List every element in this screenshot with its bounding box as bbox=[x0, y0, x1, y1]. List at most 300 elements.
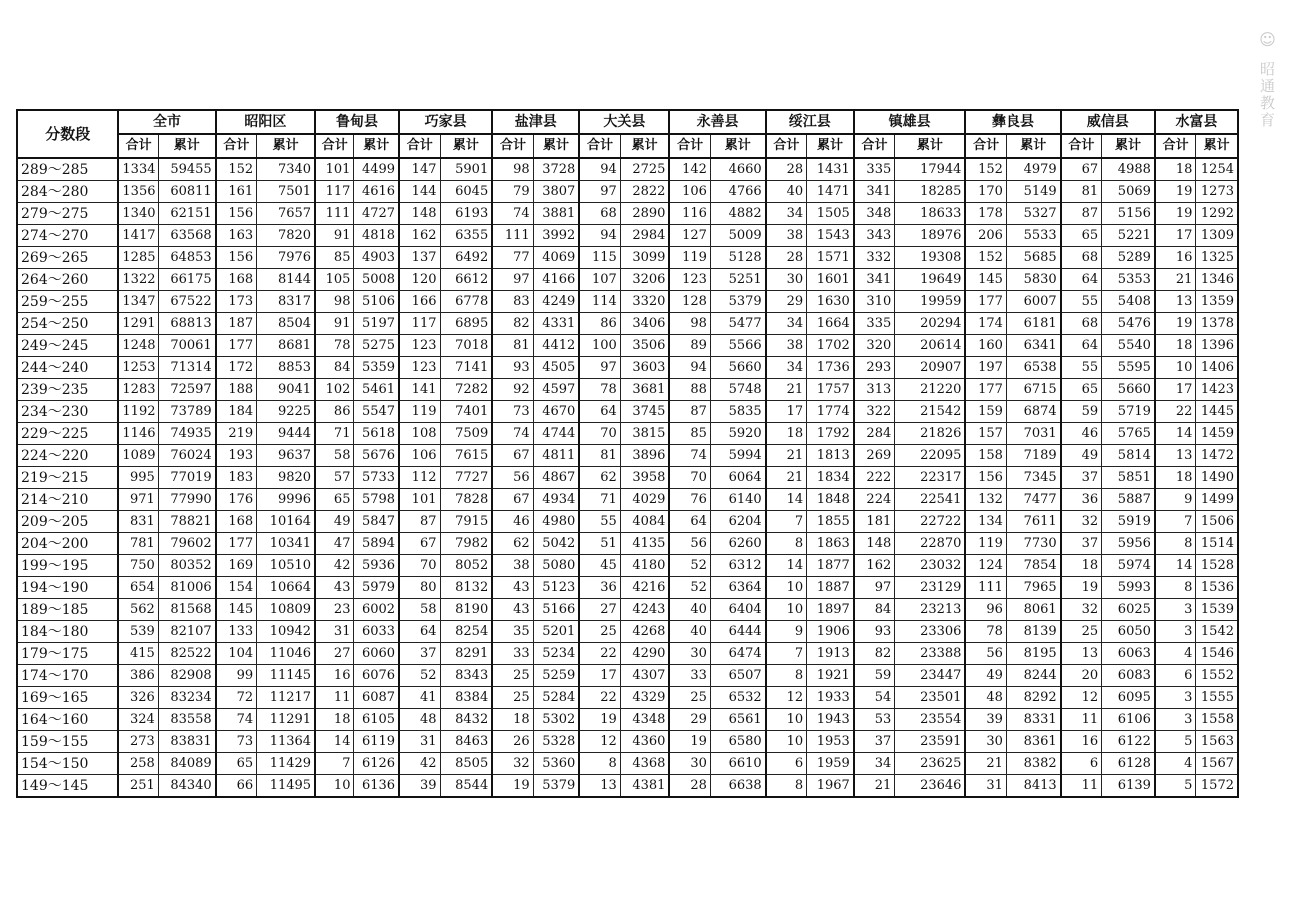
cumulative-cell: 7031 bbox=[1006, 423, 1060, 445]
count-header: 合计 bbox=[766, 134, 807, 158]
count-cell: 19 bbox=[1155, 181, 1196, 203]
cumulative-cell: 8853 bbox=[257, 357, 315, 379]
cumulative-cell: 59455 bbox=[158, 158, 215, 181]
cumulative-cell: 5533 bbox=[1006, 225, 1060, 247]
cumulative-cell: 6095 bbox=[1102, 687, 1155, 709]
count-cell: 119 bbox=[399, 401, 440, 423]
cumulative-cell: 1406 bbox=[1196, 357, 1238, 379]
cumulative-cell: 1702 bbox=[807, 335, 854, 357]
count-cell: 111 bbox=[315, 203, 354, 225]
count-cell: 169 bbox=[216, 555, 257, 577]
count-cell: 19 bbox=[1155, 313, 1196, 335]
cumulative-cell: 1552 bbox=[1196, 665, 1238, 687]
cumulative-header: 累计 bbox=[354, 134, 399, 158]
count-cell: 52 bbox=[669, 555, 710, 577]
count-cell: 33 bbox=[492, 643, 533, 665]
cumulative-cell: 5284 bbox=[533, 687, 579, 709]
cumulative-cell: 6538 bbox=[1006, 357, 1060, 379]
cumulative-cell: 4069 bbox=[533, 247, 579, 269]
cumulative-cell: 8139 bbox=[1006, 621, 1060, 643]
cumulative-cell: 8413 bbox=[1006, 775, 1060, 798]
count-cell: 30 bbox=[669, 753, 710, 775]
count-cell: 65 bbox=[315, 489, 354, 511]
cumulative-cell: 2890 bbox=[620, 203, 669, 225]
count-cell: 322 bbox=[854, 401, 895, 423]
count-cell: 30 bbox=[669, 643, 710, 665]
cumulative-cell: 78821 bbox=[158, 511, 215, 533]
cumulative-cell: 5477 bbox=[710, 313, 765, 335]
region-header: 鲁甸县 bbox=[315, 110, 399, 134]
score-band-cell: 259～255 bbox=[17, 291, 118, 313]
cumulative-cell: 5327 bbox=[1006, 203, 1060, 225]
cumulative-cell: 1571 bbox=[807, 247, 854, 269]
count-cell: 48 bbox=[399, 709, 440, 731]
count-cell: 13 bbox=[1155, 445, 1196, 467]
cumulative-cell: 4499 bbox=[354, 158, 399, 181]
cumulative-cell: 82522 bbox=[158, 643, 215, 665]
count-cell: 85 bbox=[315, 247, 354, 269]
count-cell: 8 bbox=[766, 533, 807, 555]
count-cell: 3 bbox=[1155, 599, 1196, 621]
count-cell: 9 bbox=[1155, 489, 1196, 511]
cumulative-cell: 8244 bbox=[1006, 665, 1060, 687]
count-cell: 81 bbox=[492, 335, 533, 357]
count-cell: 341 bbox=[854, 181, 895, 203]
count-cell: 105 bbox=[315, 269, 354, 291]
cumulative-cell: 6105 bbox=[354, 709, 399, 731]
cumulative-cell: 5894 bbox=[354, 533, 399, 555]
cumulative-cell: 5408 bbox=[1102, 291, 1155, 313]
cumulative-cell: 6139 bbox=[1102, 775, 1155, 798]
table-row bbox=[17, 753, 1238, 775]
count-cell: 156 bbox=[216, 203, 257, 225]
cumulative-cell: 5979 bbox=[354, 577, 399, 599]
region-header: 彝良县 bbox=[965, 110, 1060, 134]
count-cell: 47 bbox=[315, 533, 354, 555]
count-cell: 76 bbox=[669, 489, 710, 511]
count-cell: 562 bbox=[118, 599, 158, 621]
count-cell: 65 bbox=[216, 753, 257, 775]
score-band-cell: 249～245 bbox=[17, 335, 118, 357]
count-cell: 148 bbox=[854, 533, 895, 555]
count-cell: 27 bbox=[315, 643, 354, 665]
count-cell: 160 bbox=[965, 335, 1006, 357]
table-row bbox=[17, 158, 1238, 181]
cumulative-cell: 6064 bbox=[710, 467, 765, 489]
cumulative-cell: 63568 bbox=[158, 225, 215, 247]
count-cell: 57 bbox=[315, 467, 354, 489]
count-cell: 64 bbox=[399, 621, 440, 643]
cumulative-cell: 23447 bbox=[895, 665, 966, 687]
cumulative-cell: 4290 bbox=[620, 643, 669, 665]
count-cell: 176 bbox=[216, 489, 257, 511]
count-cell: 415 bbox=[118, 643, 158, 665]
count-cell: 3 bbox=[1155, 687, 1196, 709]
cumulative-cell: 6045 bbox=[440, 181, 492, 203]
cumulative-cell: 7018 bbox=[440, 335, 492, 357]
cumulative-cell: 4216 bbox=[620, 577, 669, 599]
count-cell: 20 bbox=[1061, 665, 1102, 687]
count-cell: 64 bbox=[579, 401, 620, 423]
cumulative-cell: 3206 bbox=[620, 269, 669, 291]
count-cell: 67 bbox=[492, 489, 533, 511]
cumulative-header: 累计 bbox=[1102, 134, 1155, 158]
count-cell: 108 bbox=[399, 423, 440, 445]
cumulative-cell: 74935 bbox=[158, 423, 215, 445]
cumulative-cell: 76024 bbox=[158, 445, 215, 467]
count-cell: 83 bbox=[492, 291, 533, 313]
cumulative-cell: 6128 bbox=[1102, 753, 1155, 775]
table-row bbox=[17, 445, 1238, 467]
cumulative-cell: 4381 bbox=[620, 775, 669, 798]
table-row bbox=[17, 511, 1238, 533]
count-cell: 10 bbox=[766, 599, 807, 621]
count-cell: 310 bbox=[854, 291, 895, 313]
count-header: 合计 bbox=[965, 134, 1006, 158]
cumulative-cell: 5595 bbox=[1102, 357, 1155, 379]
cumulative-cell: 5275 bbox=[354, 335, 399, 357]
count-cell: 107 bbox=[579, 269, 620, 291]
cumulative-cell: 4934 bbox=[533, 489, 579, 511]
count-cell: 335 bbox=[854, 158, 895, 181]
cumulative-cell: 23388 bbox=[895, 643, 966, 665]
cumulative-cell: 18285 bbox=[895, 181, 966, 203]
count-cell: 193 bbox=[216, 445, 257, 467]
cumulative-cell: 8190 bbox=[440, 599, 492, 621]
count-cell: 88 bbox=[669, 379, 710, 401]
cumulative-cell: 60811 bbox=[158, 181, 215, 203]
count-cell: 74 bbox=[492, 423, 533, 445]
cumulative-cell: 1959 bbox=[807, 753, 854, 775]
count-cell: 65 bbox=[1061, 225, 1102, 247]
cumulative-cell: 68813 bbox=[158, 313, 215, 335]
cumulative-cell: 6638 bbox=[710, 775, 765, 798]
count-cell: 10 bbox=[766, 709, 807, 731]
table-row bbox=[17, 247, 1238, 269]
score-band-cell: 284～280 bbox=[17, 181, 118, 203]
cumulative-cell: 22722 bbox=[895, 511, 966, 533]
cumulative-cell: 7501 bbox=[257, 181, 315, 203]
table-row bbox=[17, 577, 1238, 599]
cumulative-cell: 9225 bbox=[257, 401, 315, 423]
score-band-cell: 149～145 bbox=[17, 775, 118, 798]
cumulative-cell: 7141 bbox=[440, 357, 492, 379]
count-cell: 104 bbox=[216, 643, 257, 665]
count-cell: 251 bbox=[118, 775, 158, 798]
cumulative-cell: 11046 bbox=[257, 643, 315, 665]
count-cell: 313 bbox=[854, 379, 895, 401]
count-cell: 8 bbox=[1155, 577, 1196, 599]
count-cell: 10 bbox=[315, 775, 354, 798]
cumulative-cell: 6076 bbox=[354, 665, 399, 687]
count-cell: 8 bbox=[766, 775, 807, 798]
count-cell: 52 bbox=[669, 577, 710, 599]
count-cell: 152 bbox=[965, 158, 1006, 181]
count-cell: 78 bbox=[965, 621, 1006, 643]
count-cell: 12 bbox=[766, 687, 807, 709]
count-cell: 154 bbox=[216, 577, 257, 599]
count-header: 合计 bbox=[118, 134, 158, 158]
count-cell: 64 bbox=[1061, 335, 1102, 357]
count-header: 合计 bbox=[399, 134, 440, 158]
count-cell: 91 bbox=[315, 313, 354, 335]
cumulative-cell: 72597 bbox=[158, 379, 215, 401]
cumulative-header: 累计 bbox=[257, 134, 315, 158]
cumulative-cell: 5920 bbox=[710, 423, 765, 445]
count-cell: 97 bbox=[579, 181, 620, 203]
cumulative-cell: 6083 bbox=[1102, 665, 1155, 687]
cumulative-cell: 23646 bbox=[895, 775, 966, 798]
cumulative-cell: 1863 bbox=[807, 533, 854, 555]
count-cell: 87 bbox=[669, 401, 710, 423]
cumulative-cell: 8504 bbox=[257, 313, 315, 335]
cumulative-cell: 1459 bbox=[1196, 423, 1238, 445]
cumulative-cell: 5901 bbox=[440, 158, 492, 181]
count-cell: 116 bbox=[669, 203, 710, 225]
count-cell: 78 bbox=[579, 379, 620, 401]
cumulative-cell: 4307 bbox=[620, 665, 669, 687]
cumulative-cell: 4268 bbox=[620, 621, 669, 643]
count-cell: 14 bbox=[766, 489, 807, 511]
count-cell: 74 bbox=[669, 445, 710, 467]
cumulative-cell: 8291 bbox=[440, 643, 492, 665]
cumulative-cell: 5887 bbox=[1102, 489, 1155, 511]
cumulative-cell: 5289 bbox=[1102, 247, 1155, 269]
cumulative-cell: 6204 bbox=[710, 511, 765, 533]
count-cell: 65 bbox=[1061, 379, 1102, 401]
cumulative-cell: 21826 bbox=[895, 423, 966, 445]
count-cell: 68 bbox=[1061, 313, 1102, 335]
count-cell: 101 bbox=[399, 489, 440, 511]
cumulative-cell: 8195 bbox=[1006, 643, 1060, 665]
count-cell: 1340 bbox=[118, 203, 158, 225]
cumulative-cell: 5360 bbox=[533, 753, 579, 775]
cumulative-cell: 5660 bbox=[1102, 379, 1155, 401]
count-cell: 25 bbox=[669, 687, 710, 709]
count-cell: 93 bbox=[854, 621, 895, 643]
count-cell: 38 bbox=[492, 555, 533, 577]
count-cell: 94 bbox=[579, 158, 620, 181]
count-cell: 11 bbox=[1061, 775, 1102, 798]
count-cell: 168 bbox=[216, 511, 257, 533]
cumulative-cell: 6260 bbox=[710, 533, 765, 555]
cumulative-cell: 11364 bbox=[257, 731, 315, 753]
count-cell: 12 bbox=[1061, 687, 1102, 709]
count-cell: 284 bbox=[854, 423, 895, 445]
cumulative-cell: 8384 bbox=[440, 687, 492, 709]
table-row bbox=[17, 709, 1238, 731]
count-cell: 10 bbox=[766, 577, 807, 599]
cumulative-cell: 5069 bbox=[1102, 181, 1155, 203]
cumulative-cell: 3807 bbox=[533, 181, 579, 203]
cumulative-cell: 8292 bbox=[1006, 687, 1060, 709]
count-cell: 1253 bbox=[118, 357, 158, 379]
count-cell: 51 bbox=[579, 533, 620, 555]
cumulative-cell: 5166 bbox=[533, 599, 579, 621]
cumulative-cell: 6715 bbox=[1006, 379, 1060, 401]
score-band-cell: 264～260 bbox=[17, 269, 118, 291]
cumulative-cell: 5685 bbox=[1006, 247, 1060, 269]
cumulative-cell: 5566 bbox=[710, 335, 765, 357]
count-cell: 123 bbox=[669, 269, 710, 291]
cumulative-header: 累计 bbox=[533, 134, 579, 158]
cumulative-cell: 7915 bbox=[440, 511, 492, 533]
region-header-row bbox=[17, 110, 1238, 134]
cumulative-cell: 4360 bbox=[620, 731, 669, 753]
cumulative-cell: 79602 bbox=[158, 533, 215, 555]
score-band-cell: 269～265 bbox=[17, 247, 118, 269]
cumulative-cell: 62151 bbox=[158, 203, 215, 225]
cumulative-cell: 81568 bbox=[158, 599, 215, 621]
count-cell: 127 bbox=[669, 225, 710, 247]
cumulative-cell: 1490 bbox=[1196, 467, 1238, 489]
cumulative-cell: 6612 bbox=[440, 269, 492, 291]
count-cell: 145 bbox=[216, 599, 257, 621]
score-band-cell: 239～235 bbox=[17, 379, 118, 401]
count-cell: 750 bbox=[118, 555, 158, 577]
count-cell: 188 bbox=[216, 379, 257, 401]
count-cell: 19 bbox=[1155, 203, 1196, 225]
count-cell: 92 bbox=[492, 379, 533, 401]
cumulative-cell: 3881 bbox=[533, 203, 579, 225]
cumulative-cell: 7854 bbox=[1006, 555, 1060, 577]
cumulative-cell: 1431 bbox=[807, 158, 854, 181]
count-cell: 18 bbox=[492, 709, 533, 731]
cumulative-cell: 83831 bbox=[158, 731, 215, 753]
score-band-cell: 254～250 bbox=[17, 313, 118, 335]
cumulative-cell: 67522 bbox=[158, 291, 215, 313]
count-cell: 68 bbox=[579, 203, 620, 225]
count-cell: 53 bbox=[854, 709, 895, 731]
count-cell: 73 bbox=[492, 401, 533, 423]
cumulative-cell: 5993 bbox=[1102, 577, 1155, 599]
count-cell: 41 bbox=[399, 687, 440, 709]
cumulative-cell: 1471 bbox=[807, 181, 854, 203]
cumulative-cell: 6136 bbox=[354, 775, 399, 798]
cumulative-cell: 5080 bbox=[533, 555, 579, 577]
count-cell: 99 bbox=[216, 665, 257, 687]
count-cell: 1322 bbox=[118, 269, 158, 291]
count-cell: 1347 bbox=[118, 291, 158, 313]
count-cell: 67 bbox=[492, 445, 533, 467]
cumulative-cell: 6181 bbox=[1006, 313, 1060, 335]
count-cell: 177 bbox=[965, 379, 1006, 401]
cumulative-cell: 10164 bbox=[257, 511, 315, 533]
count-cell: 123 bbox=[399, 357, 440, 379]
count-cell: 71 bbox=[315, 423, 354, 445]
count-cell: 55 bbox=[1061, 357, 1102, 379]
count-cell: 39 bbox=[399, 775, 440, 798]
count-cell: 152 bbox=[965, 247, 1006, 269]
count-cell: 343 bbox=[854, 225, 895, 247]
count-cell: 1417 bbox=[118, 225, 158, 247]
count-cell: 11 bbox=[315, 687, 354, 709]
count-cell: 163 bbox=[216, 225, 257, 247]
count-cell: 166 bbox=[399, 291, 440, 313]
count-cell: 386 bbox=[118, 665, 158, 687]
cumulative-cell: 7509 bbox=[440, 423, 492, 445]
cumulative-cell: 77019 bbox=[158, 467, 215, 489]
score-band-cell: 244～240 bbox=[17, 357, 118, 379]
count-cell: 124 bbox=[965, 555, 1006, 577]
cumulative-cell: 10510 bbox=[257, 555, 315, 577]
cumulative-cell: 5251 bbox=[710, 269, 765, 291]
cumulative-cell: 5128 bbox=[710, 247, 765, 269]
cumulative-cell: 1273 bbox=[1196, 181, 1238, 203]
count-cell: 144 bbox=[399, 181, 440, 203]
cumulative-cell: 8132 bbox=[440, 577, 492, 599]
count-cell: 97 bbox=[492, 269, 533, 291]
count-cell: 97 bbox=[579, 357, 620, 379]
table-row bbox=[17, 489, 1238, 511]
count-cell: 36 bbox=[579, 577, 620, 599]
cumulative-cell: 4368 bbox=[620, 753, 669, 775]
count-cell: 177 bbox=[216, 335, 257, 357]
table-row bbox=[17, 225, 1238, 247]
cumulative-cell: 1855 bbox=[807, 511, 854, 533]
cumulative-header: 累计 bbox=[710, 134, 765, 158]
count-header: 合计 bbox=[579, 134, 620, 158]
cumulative-cell: 7730 bbox=[1006, 533, 1060, 555]
cumulative-cell: 19308 bbox=[895, 247, 966, 269]
cumulative-cell: 22870 bbox=[895, 533, 966, 555]
cumulative-cell: 5042 bbox=[533, 533, 579, 555]
count-header: 合计 bbox=[492, 134, 533, 158]
cumulative-cell: 9041 bbox=[257, 379, 315, 401]
cumulative-cell: 1309 bbox=[1196, 225, 1238, 247]
count-cell: 94 bbox=[669, 357, 710, 379]
count-cell: 168 bbox=[216, 269, 257, 291]
count-cell: 222 bbox=[854, 467, 895, 489]
count-cell: 43 bbox=[492, 577, 533, 599]
count-cell: 64 bbox=[669, 511, 710, 533]
count-cell: 28 bbox=[766, 247, 807, 269]
count-cell: 132 bbox=[965, 489, 1006, 511]
cumulative-cell: 3992 bbox=[533, 225, 579, 247]
count-cell: 12 bbox=[579, 731, 620, 753]
region-header: 绥江县 bbox=[766, 110, 854, 134]
count-cell: 32 bbox=[492, 753, 533, 775]
count-cell: 18 bbox=[1155, 158, 1196, 181]
cumulative-cell: 6002 bbox=[354, 599, 399, 621]
cumulative-cell: 2984 bbox=[620, 225, 669, 247]
count-cell: 91 bbox=[315, 225, 354, 247]
count-cell: 14 bbox=[315, 731, 354, 753]
cumulative-cell: 1378 bbox=[1196, 313, 1238, 335]
cumulative-cell: 1499 bbox=[1196, 489, 1238, 511]
cumulative-cell: 1325 bbox=[1196, 247, 1238, 269]
cumulative-cell: 6355 bbox=[440, 225, 492, 247]
cumulative-cell: 5009 bbox=[710, 225, 765, 247]
cumulative-cell: 6404 bbox=[710, 599, 765, 621]
cumulative-cell: 8052 bbox=[440, 555, 492, 577]
cumulative-header: 累计 bbox=[895, 134, 966, 158]
count-cell: 335 bbox=[854, 313, 895, 335]
count-header: 合计 bbox=[1155, 134, 1196, 158]
count-cell: 79 bbox=[492, 181, 533, 203]
cumulative-cell: 6106 bbox=[1102, 709, 1155, 731]
cumulative-cell: 5547 bbox=[354, 401, 399, 423]
count-cell: 1146 bbox=[118, 423, 158, 445]
count-cell: 1248 bbox=[118, 335, 158, 357]
cumulative-cell: 70061 bbox=[158, 335, 215, 357]
region-header: 镇雄县 bbox=[854, 110, 966, 134]
cumulative-cell: 20907 bbox=[895, 357, 966, 379]
count-cell: 1285 bbox=[118, 247, 158, 269]
count-cell: 293 bbox=[854, 357, 895, 379]
score-distribution-table bbox=[16, 109, 1239, 798]
cumulative-cell: 7820 bbox=[257, 225, 315, 247]
